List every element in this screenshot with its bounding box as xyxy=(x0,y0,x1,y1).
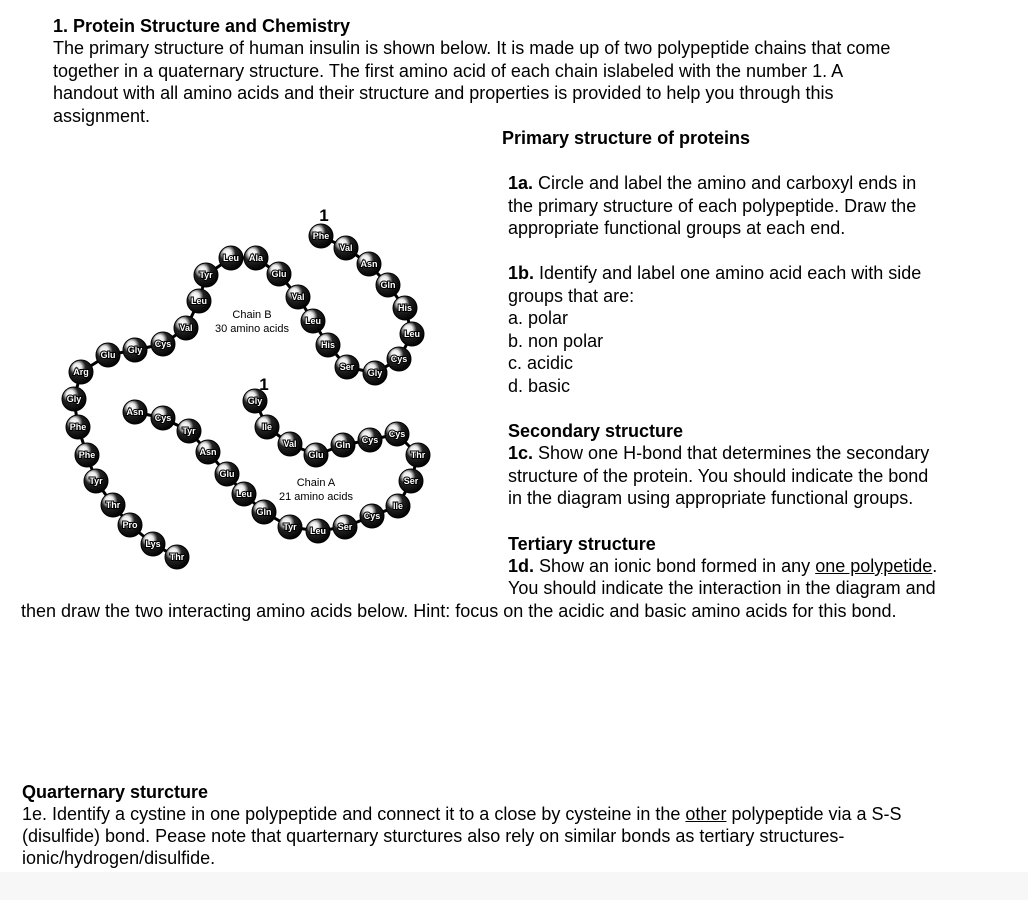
residue-label: Phe xyxy=(78,450,96,460)
residue-label: Leu xyxy=(309,526,327,536)
chain-a-residue-7 xyxy=(385,422,409,446)
intro-line-1: The primary structure of human insulin is shown below. It is made up of two polypeptide chains that come xyxy=(53,38,891,58)
residue-label: Val xyxy=(291,292,305,302)
residue-label: Gly xyxy=(66,394,82,404)
chain-a-residue-13 xyxy=(306,519,330,543)
chain-a-residue-6 xyxy=(358,428,382,452)
residue-label: Asn xyxy=(126,407,144,417)
chain-a-residue-9 xyxy=(399,469,423,493)
chain-b-residue-2 xyxy=(334,236,358,260)
chain-a-label-line-2: 21 amino acids xyxy=(279,491,353,503)
chain-b-residue-22 xyxy=(69,360,93,384)
residue-label: Tyr xyxy=(283,522,297,532)
residue-label: Gly xyxy=(367,368,383,378)
residue-label: Glu xyxy=(308,450,324,460)
residue-label: Cys xyxy=(154,413,172,423)
chain-b-start-number: 1 xyxy=(319,206,329,225)
residue-label: Leu xyxy=(304,316,322,326)
residue-label: Thr xyxy=(169,552,185,562)
chain-b-residue-13 xyxy=(267,262,291,286)
chain-b-residue-16 xyxy=(194,263,218,287)
question-1d-line-1: 1d. Show an ionic bond formed in any one polypetide. xyxy=(508,556,938,576)
chain-b-residue-21 xyxy=(96,343,120,367)
chain-b-residue-9 xyxy=(335,355,359,379)
question-1e-line-1: 1e. Identify a cystine in one polypeptide and connect it to a close by cysteine in the other polypeptide via a S-S xyxy=(22,804,902,824)
chain-b-residue-24 xyxy=(66,415,90,439)
chain-b-residue-20 xyxy=(123,338,147,362)
residue-label: Leu xyxy=(235,489,253,499)
residue-label: Phe xyxy=(69,422,87,432)
residue-label: Thr xyxy=(410,450,426,460)
residue-label: Leu xyxy=(222,253,240,263)
residue-label: Val xyxy=(339,243,353,253)
question-1b-line-1: 1b. Identify and label one amino acid each with side xyxy=(508,263,922,283)
residue-label: Tyr xyxy=(89,476,103,486)
residue-label: Cys xyxy=(363,511,381,521)
question-1a-line-3: appropriate functional groups at each end. xyxy=(508,218,846,238)
residue-label: Ser xyxy=(339,362,355,372)
chain-a-residue-12 xyxy=(333,515,357,539)
question-1c-line-3: in the diagram using appropriate functional groups. xyxy=(508,488,914,508)
question-1a-label: 1a. xyxy=(508,173,534,193)
residue-label: Ile xyxy=(261,422,273,432)
chain-a-residue-2 xyxy=(255,415,279,439)
residue-label: Ser xyxy=(337,522,353,532)
chain-b-residue-15 xyxy=(219,246,243,270)
residue-label: Val xyxy=(179,323,193,333)
primary-heading: Primary structure of proteins xyxy=(502,128,751,148)
chain-b-residue-5 xyxy=(393,296,417,320)
chain-b-residue-17 xyxy=(187,289,211,313)
residue-label: Leu xyxy=(190,296,208,306)
intro-line-3: handout with all amino acids and their structure and properties is provided to help you through this xyxy=(53,83,834,103)
chain-a-residue-21 xyxy=(123,400,147,424)
chain-b-residue-27 xyxy=(101,493,125,517)
chain-b-residue-18 xyxy=(174,316,198,340)
residue-label: Ser xyxy=(403,476,419,486)
chain-a-residue-10 xyxy=(386,494,410,518)
chain-b-residue-6 xyxy=(400,322,424,346)
chain-b-residue-7 xyxy=(387,347,411,371)
chain-b-residue-25 xyxy=(75,443,99,467)
chain-a-residue-17 xyxy=(215,462,239,486)
question-1c-line-1: 1c. Show one H-bond that determines the secondary xyxy=(508,443,930,463)
question-1e-line-2: (disulfide) bond. Pease note that quarternary sturctures also rely on similar bonds as tertiary structures- xyxy=(22,826,845,846)
question-1d-line-2: You should indicate the interaction in the diagram and xyxy=(508,578,936,598)
section-title: 1. Protein Structure and Chemistry xyxy=(53,16,351,36)
residue-label: His xyxy=(397,303,413,313)
question-1c-line-2: structure of the protein. You should indicate the bond xyxy=(508,466,929,486)
option-acidic: c. acidic xyxy=(508,353,574,373)
question-1d-line-3: then draw the two interacting amino acids below. Hint: focus on the acidic and basic amino acids for this bond. xyxy=(21,601,897,621)
residue-label: Cys xyxy=(388,429,406,439)
residue-label: Pro xyxy=(122,520,138,530)
residue-label: Glu xyxy=(271,269,287,279)
residue-label: Asn xyxy=(360,259,378,269)
residue-label: Thr xyxy=(105,500,121,510)
question-1a-line-1: 1a. Circle and label the amino and carboxyl ends in xyxy=(508,173,917,193)
residue-label: Phe xyxy=(312,231,330,241)
tertiary-heading: Tertiary structure xyxy=(508,534,656,554)
chain-b-residue-29 xyxy=(141,532,165,556)
chain-a-residue-5 xyxy=(331,433,355,457)
chain-b-residue-4 xyxy=(376,273,400,297)
question-1b-line-2: groups that are: xyxy=(508,286,635,306)
chain-a-start-number: 1 xyxy=(259,375,269,394)
question-1b-label: 1b. xyxy=(508,263,535,283)
residue-label: Arg xyxy=(73,367,89,377)
question-1d-label: 1d. xyxy=(508,556,535,576)
residue-label: Gly xyxy=(127,345,143,355)
chain-a-residue-8 xyxy=(406,443,430,467)
residue-label: Cys xyxy=(361,435,379,445)
secondary-heading: Secondary structure xyxy=(508,421,684,441)
residue-label: Ala xyxy=(248,253,264,263)
chain-b-residue-28 xyxy=(118,513,142,537)
chain-b-residue-14 xyxy=(244,246,268,270)
question-1a-line-2: the primary structure of each polypeptide. Draw the xyxy=(508,196,917,216)
residue-label: Glu xyxy=(100,350,116,360)
chain-b-residue-8 xyxy=(363,361,387,385)
residue-label: Gln xyxy=(335,440,351,450)
residue-label: Lys xyxy=(145,539,161,549)
chain-a-residue-11 xyxy=(360,504,384,528)
residue-label: Cys xyxy=(154,339,172,349)
chain-a-residue-3 xyxy=(278,432,302,456)
chain-b-residue-23 xyxy=(62,387,86,411)
residue-label: Ile xyxy=(392,501,404,511)
residue-label: Leu xyxy=(403,329,421,339)
chain-b-residue-19 xyxy=(151,332,175,356)
residue-label: Tyr xyxy=(199,270,213,280)
chain-b-residue-30 xyxy=(165,545,189,569)
chain-b-residue-11 xyxy=(301,309,325,333)
intro-line-2: together in a quaternary structure. The first amino acid of each chain islabeled with the number 1. A xyxy=(53,61,844,81)
residue-label: Gly xyxy=(247,396,263,406)
residue-label: Glu xyxy=(219,469,235,479)
chain-a-residue-16 xyxy=(232,482,256,506)
option-non-polar: b. non polar xyxy=(508,331,604,351)
chain-a-residue-14 xyxy=(278,515,302,539)
chain-b-residue-3 xyxy=(357,252,381,276)
chain-a-residue-19 xyxy=(177,419,201,443)
residue-label: Gln xyxy=(256,507,272,517)
chain-a xyxy=(123,389,430,543)
chain-b-residue-10 xyxy=(316,333,340,357)
chain-a-residue-20 xyxy=(151,406,175,430)
residue-label: Val xyxy=(283,439,297,449)
chain-b-residue-12 xyxy=(286,285,310,309)
chain-b-label-line-2: 30 amino acids xyxy=(215,323,289,335)
chain-b-residue-1 xyxy=(309,224,333,248)
quaternary-heading: Quarternary sturcture xyxy=(22,782,209,802)
residue-label: Gln xyxy=(380,280,396,290)
chain-b-residue-26 xyxy=(84,469,108,493)
residue-label: Tyr xyxy=(182,426,196,436)
question-1c-label: 1c. xyxy=(508,443,534,463)
chain-a-residue-4 xyxy=(304,443,328,467)
option-polar: a. polar xyxy=(508,308,569,328)
residue-label: Asn xyxy=(199,447,217,457)
question-1e-line-3: ionic/hydrogen/disulfide. xyxy=(22,848,216,868)
chain-a-label-line-1: Chain A xyxy=(296,477,336,489)
chain-a-residue-18 xyxy=(196,440,220,464)
residue-label: His xyxy=(320,340,336,350)
intro-line-4: assignment. xyxy=(53,106,151,126)
chain-a-residue-15 xyxy=(252,500,276,524)
residue-label: Cys xyxy=(390,354,408,364)
option-basic: d. basic xyxy=(508,376,571,396)
chain-b-label-line-1: Chain B xyxy=(232,309,272,321)
